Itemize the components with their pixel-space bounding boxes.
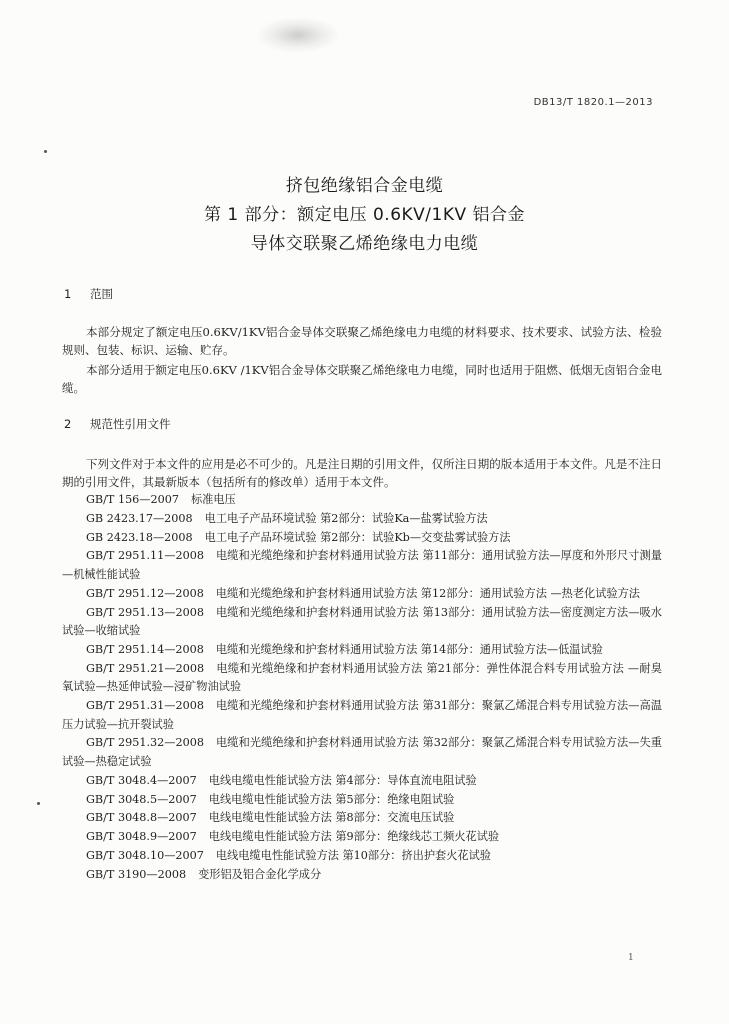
title-line-3: 导体交联聚乙烯绝缘电力电缆 (250, 234, 479, 254)
reference-item (62, 809, 662, 828)
reference-item (62, 529, 662, 548)
reference-item (62, 847, 662, 866)
reference-item (62, 604, 662, 641)
reference-title: 电线电缆电性能试验方法 第4部分：导体直流电阻试验 (208, 773, 477, 787)
reference-item (62, 828, 662, 847)
reference-code: GB/T 2951.14—2008 (86, 642, 204, 656)
section-number: 2 (64, 417, 72, 431)
references-intro: 下列文件对于本文件的应用是必不可少的。凡是注日期的引用文件，仅所注日期的版本适用于本文件。凡是不注日期的引用文件，其最新版本（包括所有的修改单）适用于本文件。 (62, 457, 662, 489)
reference-code: GB/T 2951.13—2008 (86, 605, 204, 619)
reference-code: GB/T 3048.10—2007 (86, 848, 204, 862)
reference-code: GB/T 3048.4—2007 (86, 773, 197, 787)
reference-item (62, 660, 662, 697)
section-title: 规范性引用文件 (90, 417, 171, 431)
reference-code: GB/T 3190—2008 (86, 867, 187, 881)
page-number: 1 (628, 953, 634, 963)
reference-title: 电缆和光缆绝缘和护套材料通用试验方法 第21部分：弹性体混合料专用试验方法 —耐臭氧试验—热延伸试验—浸矿物油试验 (62, 661, 662, 694)
reference-item (62, 697, 662, 734)
reference-title: 电缆和光缆绝缘和护套材料通用试验方法 第12部分：通用试验方法 —热老化试验方法 (215, 586, 640, 600)
reference-title: 电线电缆电性能试验方法 第8部分：交流电压试验 (208, 811, 455, 825)
section-2-heading (64, 416, 171, 432)
reference-item (62, 791, 662, 810)
reference-title: 电线电缆电性能试验方法 第9部分：绝缘线芯工频火花试验 (208, 830, 500, 844)
reference-code: GB 2423.18—2008 (86, 530, 193, 544)
reference-item (62, 866, 662, 885)
scope-paragraph-2: 本部分适用于额定电压0.6KV /1KV铝合金导体交联聚乙烯绝缘电力电缆，同时也适用于阻燃、低烟无卤铝合金电缆。 (62, 363, 662, 395)
reference-title: 电缆和光缆绝缘和护套材料通用试验方法 第13部分：通用试验方法—密度测定方法—吸水试验—收缩试验 (62, 605, 662, 638)
scope-paragraph-1: 本部分规定了额定电压0.6KV/1KV铝合金导体交联聚乙烯绝缘电力电缆的材料要求、技术要求、试验方法、检验规则、包装、标识、运输、贮存。 (62, 325, 662, 357)
reference-item (62, 772, 662, 791)
reference-title: 标准电压 (190, 493, 236, 506)
reference-code: GB/T 3048.9—2007 (86, 830, 197, 844)
reference-title: 电缆和光缆绝缘和护套材料通用试验方法 第11部分：通用试验方法—厚度和外形尺寸测量—机械性能试验 (62, 549, 662, 581)
reference-code: GB/T 2951.11—2008 (86, 549, 204, 563)
reference-item (62, 491, 662, 510)
reference-code: GB 2423.17—2008 (86, 511, 193, 525)
title-line-2: 第 1 部分：额定电压 0.6KV/1KV 铝合金 (203, 205, 526, 225)
reference-list (62, 491, 662, 884)
reference-title: 电缆和光缆绝缘和护套材料通用试验方法 第32部分：聚氯乙烯混合料专用试验方法—失重试验—热稳定试验 (62, 736, 662, 768)
reference-code: GB/T 2951.12—2008 (86, 586, 204, 600)
reference-title: 电缆和光缆绝缘和护套材料通用试验方法 第14部分：通用试验方法—低温试验 (215, 642, 603, 656)
scan-speck (37, 802, 40, 805)
reference-title: 电工电子产品环境试验 第2部分：试验Ka—盐雾试验方法 (204, 511, 488, 525)
section-title: 范围 (90, 287, 113, 301)
reference-code: GB/T 3048.8—2007 (86, 811, 197, 825)
scan-speck (44, 150, 47, 153)
reference-code: GB/T 156—2007 (86, 493, 179, 506)
scan-smudge (258, 18, 338, 52)
reference-title: 电线电缆电性能试验方法 第5部分：绝缘电阻试验 (208, 792, 455, 806)
reference-code: GB/T 2951.31—2008 (86, 699, 204, 713)
reference-item (62, 510, 662, 529)
reference-title: 电缆和光缆绝缘和护套材料通用试验方法 第31部分：聚氯乙烯混合料专用试验方法—高温压力试验—抗开裂试验 (62, 699, 662, 731)
reference-item (62, 734, 662, 771)
reference-item (62, 641, 662, 660)
section-1-heading (64, 286, 113, 302)
reference-title: 变形铝及铝合金化学成分 (198, 867, 322, 881)
title-line-1: 挤包绝缘铝合金电缆 (285, 176, 444, 196)
reference-item (62, 547, 662, 584)
reference-item (62, 585, 662, 604)
reference-code: GB/T 2951.21—2008 (86, 661, 205, 675)
standard-number: DB13/T 1820.1—2013 (533, 97, 653, 108)
section-number: 1 (64, 287, 72, 301)
reference-code: GB/T 3048.5—2007 (86, 792, 197, 806)
reference-title: 电工电子产品环境试验 第2部分：试验Kb—交变盐雾试验方法 (204, 530, 511, 544)
reference-code: GB/T 2951.32—2008 (86, 736, 204, 750)
reference-title: 电线电缆电性能试验方法 第10部分：挤出护套火花试验 (215, 848, 491, 862)
